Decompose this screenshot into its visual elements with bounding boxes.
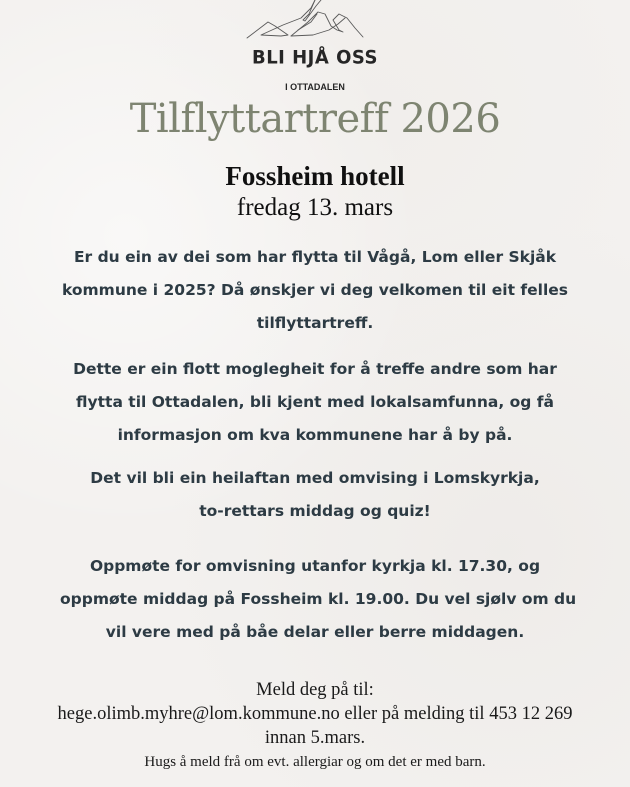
mountain-line-icon bbox=[243, 0, 377, 42]
paragraph-line: informasjon om kva kommunene har å by på. bbox=[117, 426, 513, 444]
registration-note: Hugs å meld frå om evt. allergiar og om det er med barn. bbox=[144, 754, 486, 770]
registration-contact-details: hege.olimb.myhre@lom.kommune.no eller på melding til 453 12 269 bbox=[57, 704, 573, 724]
opportunity-paragraph bbox=[60, 353, 570, 452]
registration-heading: Meld deg på til: bbox=[256, 680, 374, 700]
registration-deadline: innan 5.mars. bbox=[264, 728, 366, 748]
intro-paragraph bbox=[60, 241, 570, 340]
paragraph-line: Oppmøte for omvisning utanfor kyrkja kl. 17.30, og bbox=[89, 557, 541, 575]
event-venue: Fossheim hotell bbox=[225, 161, 405, 191]
paragraph-line: kommune i 2025? Då ønskjer vi deg velkomen til eit felles bbox=[61, 281, 569, 299]
paragraph-line: Dette er ein flott moglegheit for å treffe andre som har bbox=[73, 360, 557, 378]
registration-info bbox=[0, 678, 630, 774]
event-date: fredag 13. mars bbox=[236, 194, 394, 221]
brand-subtitle: I OTTADALEN bbox=[285, 82, 345, 92]
paragraph-line: tilflyttartreff. bbox=[256, 314, 374, 332]
paragraph-line: Det vil bli ein heilaftan med omvising i Lomskyrkja, bbox=[90, 469, 540, 487]
paragraph-line: vil vere med på båe delar eller berre middagen. bbox=[105, 623, 525, 641]
program-paragraph bbox=[60, 462, 570, 528]
event-title: Tilflyttartreff 2026 bbox=[129, 96, 501, 142]
schedule-paragraph bbox=[60, 550, 577, 649]
brand-name: BLI HJÅ OSS bbox=[251, 46, 379, 69]
paragraph-line: flytta til Ottadalen, bli kjent med lokalsamfunna, og få bbox=[76, 393, 554, 411]
paragraph-line: oppmøte middag på Fossheim kl. 19.00. Du vel sjølv om du bbox=[60, 590, 577, 608]
paragraph-line: Er du ein av dei som har flytta til Vågå, Lom eller Skjåk bbox=[73, 248, 557, 266]
paragraph-line: to-rettars middag og quiz! bbox=[199, 502, 431, 520]
